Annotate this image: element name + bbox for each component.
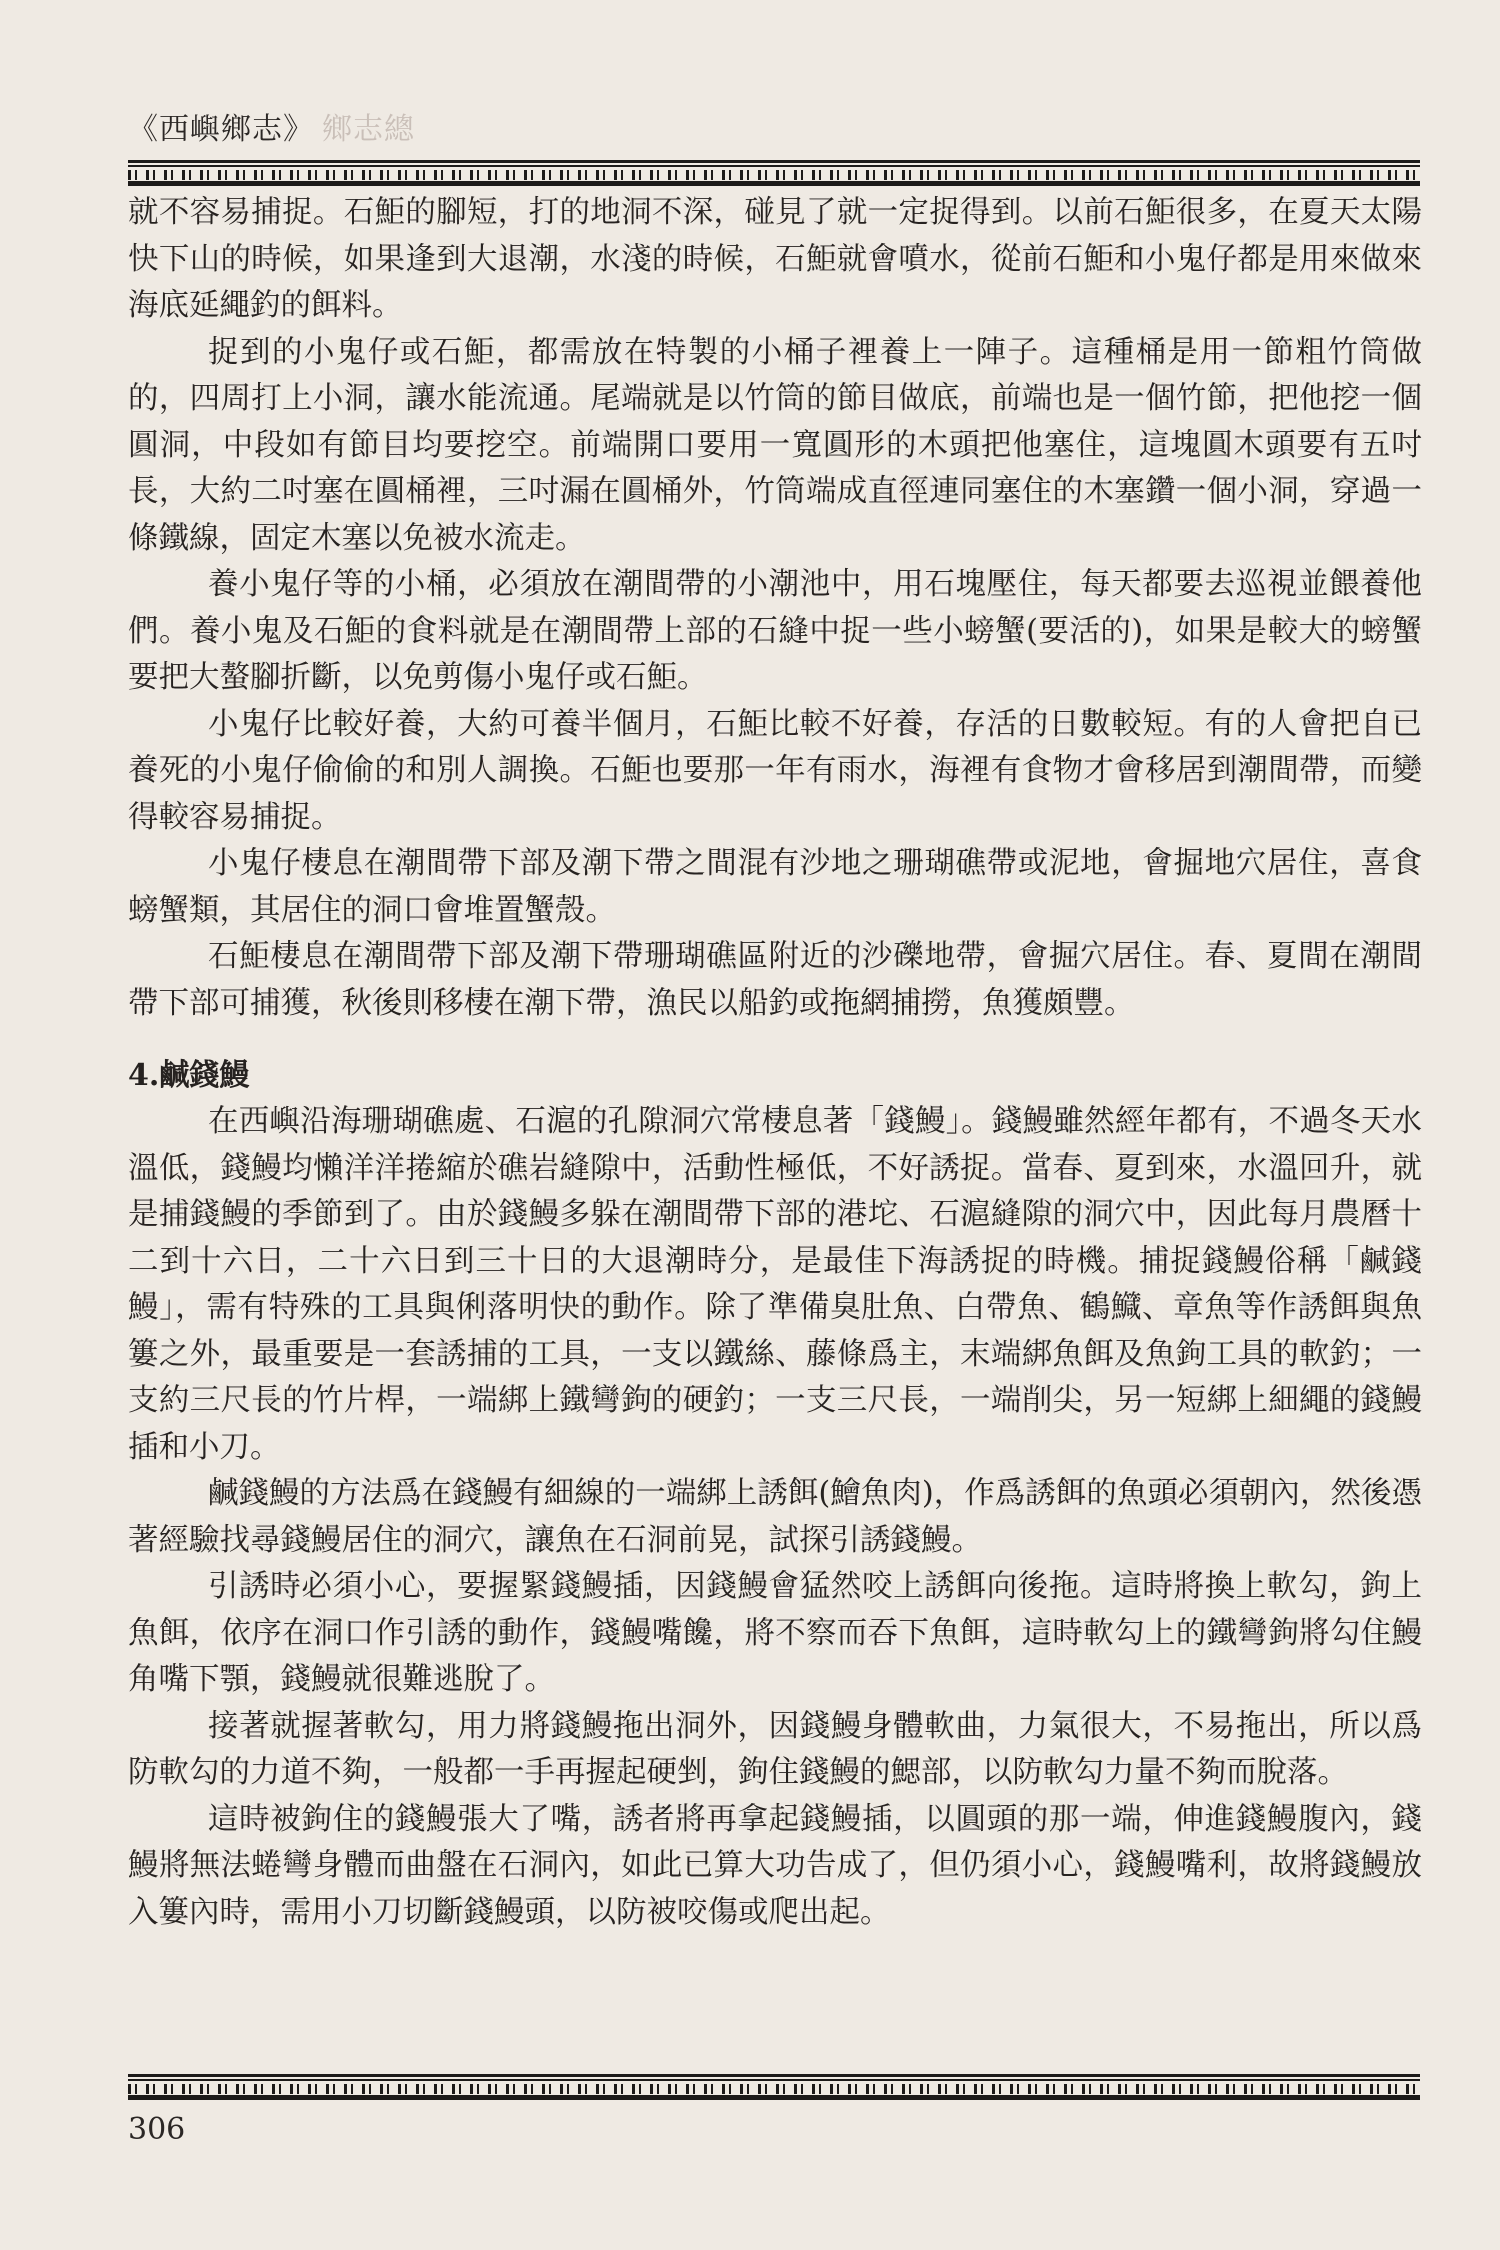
paragraph: 就不容易捕捉。石鮔的腳短，打的地洞不深，碰見了就一定捉得到。以前石鮔很多，在夏天太陽快下山的時候，如果逢到大退潮，水淺的時候，石鮔就會噴水，從前石鮔和小鬼仔都是用來做來海底延繩釣的餌料。 xyxy=(128,195,1422,323)
bleed-through-text: 鄉志總 xyxy=(322,112,415,147)
book-title: 《西嶼鄉志》 xyxy=(128,112,314,147)
paragraph: 捉到的小鬼仔或石鮔，都需放在特製的小桶子裡養上一陣子。這種桶是用一節粗竹筒做的，四周打上小洞，讓水能流通。尾端就是以竹筒的節目做底，前端也是一個竹節，把他挖一個圓洞，中段如有節目均要挖空。前端開口要用一寬圓形的木頭把他塞住，這塊圓木頭要有五吋長，大約二吋塞在圓桶裡，三吋漏在圓桶外，竹筒端成直徑連同塞住的木塞鑽一個小洞，穿過一條鐵線，固定木塞以免被水流走。 xyxy=(128,334,1422,556)
paragraph: 鹹錢鰻的方法爲在錢鰻有細線的一端綁上誘餌(鱠魚肉)，作爲誘餌的魚頭必須朝內，然後憑著經驗找尋錢鰻居住的洞穴，讓魚在石洞前晃，試探引誘錢鰻。 xyxy=(128,1476,1422,1558)
paragraph: 引誘時必須小心，要握緊錢鰻插，因錢鰻會猛然咬上誘餌向後拖。這時將換上軟勾，鉤上魚餌，依序在洞口作引誘的動作，錢鰻嘴饞，將不察而吞下魚餌，這時軟勾上的鐵彎鉤將勾住鰻角嘴下顎，錢鰻就很難逃脫了。 xyxy=(128,1569,1422,1697)
paragraph: 這時被鉤住的錢鰻張大了嘴，誘者將再拿起錢鰻插，以圓頭的那一端，伸進錢鰻腹內，錢鰻將無法蜷彎身體而曲盤在石洞內，如此已算大功告成了，但仍須小心，錢鰻嘴利，故將錢鰻放入簍內時，需用小刀切斷錢鰻頭，以防被咬傷或爬出起。 xyxy=(128,1801,1422,1930)
page-number: 306 xyxy=(128,2112,186,2147)
running-header xyxy=(128,104,415,148)
paragraph: 小鬼仔棲息在潮間帶下部及潮下帶之間混有沙地之珊瑚礁帶或泥地，會掘地穴居住，喜食螃蟹類，其居住的洞口會堆置蟹殼。 xyxy=(128,846,1422,928)
page-body xyxy=(128,190,1422,1936)
bottom-fret-border xyxy=(128,2074,1420,2100)
paragraph: 小鬼仔比較好養，大約可養半個月，石鮔比較不好養，存活的日數較短。有的人會把自已養死的小鬼仔偷偷的和別人調換。石鮔也要那一年有雨水，海裡有食物才會移居到潮間帶，而變得較容易捕捉。 xyxy=(128,706,1422,835)
top-fret-border xyxy=(128,160,1420,186)
paragraph: 在西嶼沿海珊瑚礁處、石滬的孔隙洞穴常棲息著「錢鰻」。錢鰻雖然經年都有，不過冬天水溫低，錢鰻均懶洋洋捲縮於礁岩縫隙中，活動性極低，不好誘捉。當春、夏到來，水溫回升，就是捕錢鰻的季節到了。由於錢鰻多躲在潮間帶下部的港坨、石滬縫隙的洞穴中，因此每月農曆十二到十六日，二十六日到三十日的大退潮時分，是最佳下海誘捉的時機。捕捉錢鰻俗稱「鹹錢鰻」，需有特殊的工具與俐落明快的動作。除了準備臭肚魚、白帶魚、鶴鱵、章魚等作誘餌與魚簍之外，最重要是一套誘捕的工具，一支以鐵絲、藤條爲主，末端綁魚餌及魚鉤工具的軟釣；一支約三尺長的竹片桿，一端綁上鐵彎鉤的硬釣；一支三尺長，一端削尖，另一短綁上細繩的錢鰻插和小刀。 xyxy=(128,1104,1422,1465)
paragraph: 養小鬼仔等的小桶，必須放在潮間帶的小潮池中，用石塊壓住，每天都要去巡視並餵養他們。養小鬼及石鮔的食料就是在潮間帶上部的石縫中捉一些小螃蟹(要活的)，如果是較大的螃蟹要把大螯腳折斷，以免剪傷小鬼仔或石鮔。 xyxy=(128,567,1422,695)
paragraph: 石鮔棲息在潮間帶下部及潮下帶珊瑚礁區附近的沙礫地帶，會掘穴居住。春、夏間在潮間帶下部可捕獲，秋後則移棲在潮下帶，漁民以船釣或拖網捕撈，魚獲頗豐。 xyxy=(128,939,1422,1021)
paragraph: 接著就握著軟勾，用力將錢鰻拖出洞外，因錢鰻身體軟曲，力氣很大，不易拖出，所以爲防軟勾的力道不夠，一般都一手再握起硬剉，鉤住錢鰻的鰓部，以防軟勾力量不夠而脫落。 xyxy=(128,1708,1422,1790)
section-heading: 4.鹹錢鰻 xyxy=(128,1058,250,1093)
